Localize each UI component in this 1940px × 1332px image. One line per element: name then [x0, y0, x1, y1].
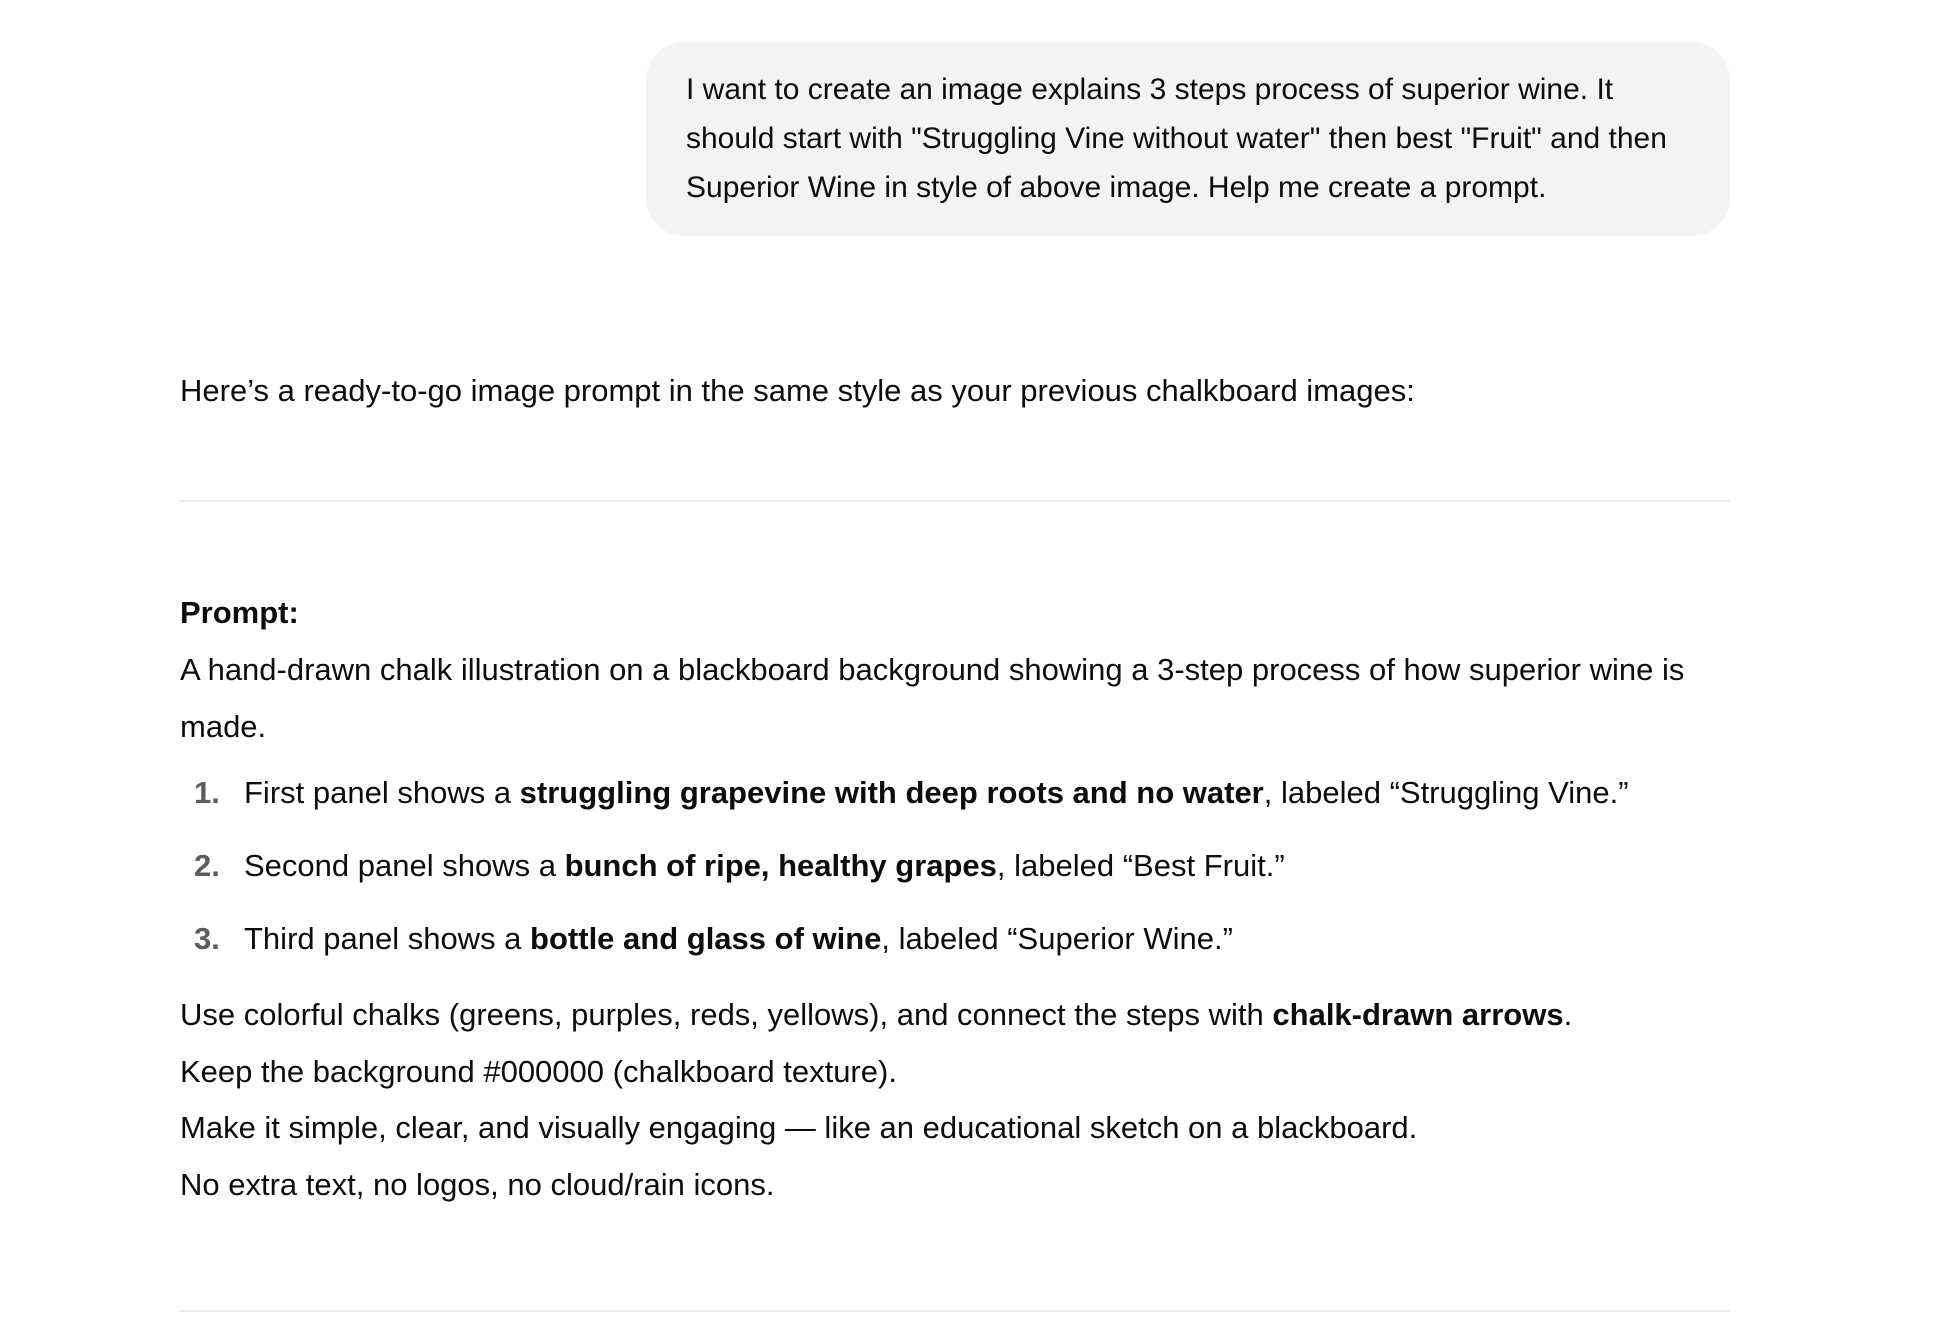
divider: [180, 1310, 1730, 1312]
steps-list: [180, 768, 1730, 964]
closing-line: Make it simple, clear, and visually engaging — like an educational sketch on a blackboard.: [180, 1110, 1418, 1145]
assistant-intro: Here’s a ready-to-go image prompt in the same style as your previous chalkboard images:: [180, 373, 1415, 408]
list-item-text: , labeled “Best Fruit.”: [996, 848, 1285, 883]
list-item-number: 2.: [194, 848, 220, 883]
list-item: [180, 841, 1730, 891]
user-message-text: I want to create an image explains 3 steps process of superior wine. It should start with "Struggling Vine without water" then best "Fruit" and then Superior Wine in style of above image. Help me create a prompt.: [686, 73, 1667, 204]
list-item-bold: struggling grapevine with deep roots and no water: [519, 775, 1264, 810]
closing-line: Keep the background #000000 (chalkboard texture).: [180, 1053, 897, 1089]
closing-bold: chalk-drawn arrows: [1272, 997, 1564, 1032]
list-item-text: Second panel shows a: [244, 848, 565, 883]
closing-line: No extra text, no logos, no cloud/rain icons.: [180, 1166, 775, 1202]
prompt-block: [180, 585, 1730, 1213]
user-message-bubble: [646, 42, 1730, 236]
prompt-label: Prompt:: [180, 595, 299, 630]
list-item-text: , labeled “Superior Wine.”: [881, 921, 1233, 956]
list-item-bold: bunch of ripe, healthy grapes: [564, 848, 997, 883]
list-item-text: Third panel shows a: [244, 921, 531, 956]
list-item: [180, 914, 1730, 964]
prompt-intro: A hand-drawn chalk illustration on a blackboard background showing a 3-step process of how superior wine is made.: [180, 652, 1685, 744]
list-item-number: 1.: [194, 775, 220, 810]
list-item-bold: bottle and glass of wine: [530, 921, 882, 956]
closing-line: [180, 987, 1730, 1044]
divider: [180, 500, 1730, 502]
list-item: [180, 768, 1730, 818]
closing-text: .: [1563, 997, 1573, 1032]
closing-text: Use colorful chalks (greens, purples, reds, yellows), and connect the steps with: [180, 997, 1273, 1032]
list-item-number: 3.: [194, 921, 220, 956]
list-item-text: , labeled “Struggling Vine.”: [1263, 775, 1629, 810]
list-item-text: First panel shows a: [244, 775, 520, 810]
closing-paragraph: [180, 987, 1730, 1213]
